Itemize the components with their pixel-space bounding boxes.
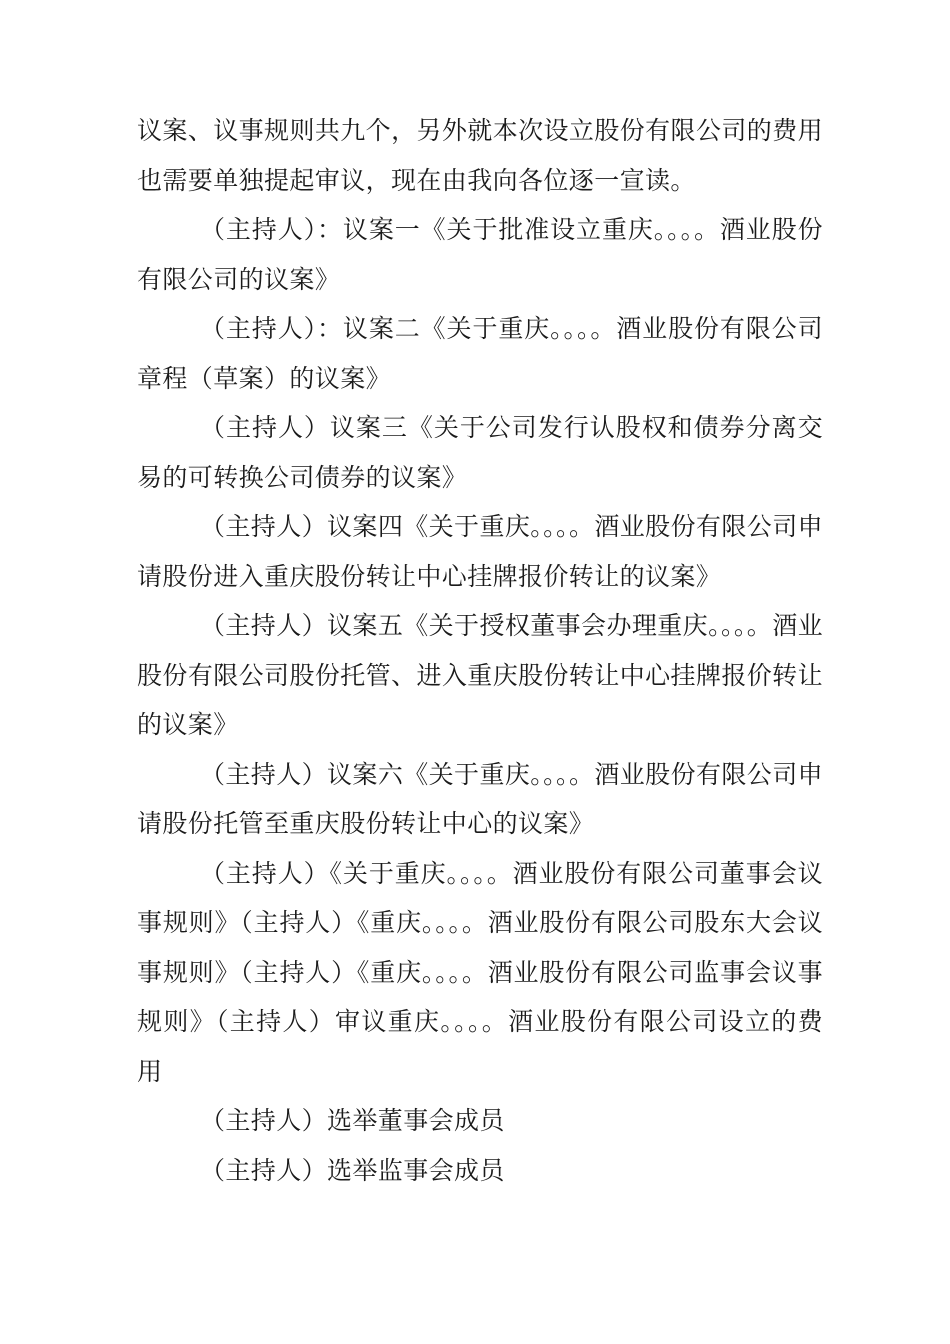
paragraph-motion-6: （主持人）议案六《关于重庆。。。。酒业股份有限公司申请股份托管至重庆股份转让中心的议案》 bbox=[137, 759, 823, 838]
paragraph-motion-2: （主持人）：议案二《关于重庆。。。。酒业股份有限公司章程（草案）的议案》 bbox=[137, 314, 823, 393]
paragraph-rules-and-fees: （主持人）《关于重庆。。。。酒业股份有限公司董事会议事规则》（主持人）《重庆。。。。酒业股份有限公司股东大会议事规则》（主持人）《重庆。。。。酒业股份有限公司监事会议事规则》（主持人）审议重庆。。。。酒业股份有限公司设立的费用 bbox=[137, 858, 823, 1086]
paragraph-elect-board: （主持人）选举董事会成员 bbox=[200, 1106, 505, 1135]
paragraph-intro: 议案、议事规则共九个，另外就本次设立股份有限公司的费用也需要单独提起审议，现在由我向各位逐一宣读。 bbox=[137, 116, 823, 195]
paragraph-motion-5: （主持人）议案五《关于授权董事会办理重庆。。。。酒业股份有限公司股份托管、进入重庆股份转让中心挂牌报价转让的议案》 bbox=[137, 611, 823, 739]
document-body bbox=[137, 106, 823, 1195]
paragraph-elect-supervisors: （主持人）选举监事会成员 bbox=[200, 1155, 505, 1185]
paragraph-motion-3: （主持人）议案三《关于公司发行认股权和债券分离交易的可转换公司债券的议案》 bbox=[137, 413, 823, 492]
paragraph-motion-1: （主持人）：议案一《关于批准设立重庆。。。。酒业股份有限公司的议案》 bbox=[137, 215, 823, 294]
paragraph-motion-4: （主持人）议案四《关于重庆。。。。酒业股份有限公司申请股份进入重庆股份转让中心挂牌报价转让的议案》 bbox=[137, 512, 823, 591]
